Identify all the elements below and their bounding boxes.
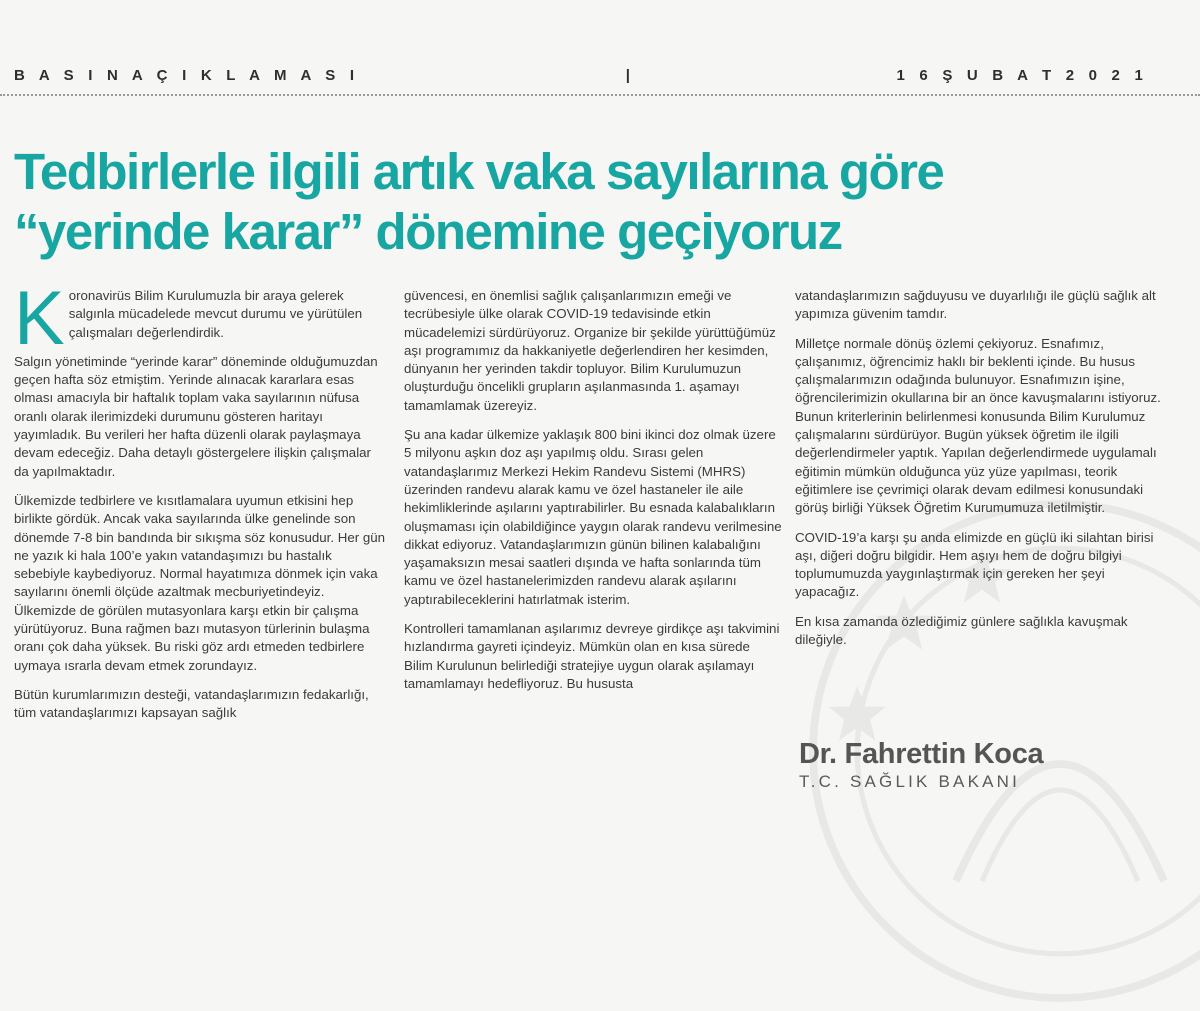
headline-line-1: Tedbirlerle ilgili artık vaka sayılarına göre — [14, 143, 944, 200]
paragraph: Salgın yönetiminde “yerinde karar” döneminde olduğumuzdan geçen hafta söz etmiştim. Yerinde alınacak kararlara esas olması amacıyla bir haftalık toplam vaka sayılarının nüfusa oranlı olarak ilerimizdeki durumunu gösteren haritayı yayımladık. Bu verileri her hafta düzenli olarak paylaşmaya devam edeceğiz. Daha detaylı göstergelere ilişkin çalışmalar da yapılmaktadır. — [14, 353, 378, 479]
article-column-3 — [795, 287, 1165, 660]
signature-title: T.C. SAĞLIK BAKANI — [799, 772, 1021, 791]
paragraph: Şu ana kadar ülkemize yaklaşık 800 bini ikinci doz olmak üzere 5 milyonu aşkın doz aşı yapılmış oldu. Sırası gelen vatandaşlarımız Merkezi Hekim Randevu Sistemi (MHRS) üzerinden randevu alarak kamu ve özel hastaneler ile aile hekimliklerinde aşılarını yaptırabilirler. Bu esnada kalabalıkların oluşmaması için olabildiğince yaygın olarak randevu verilmesine dikkat ediyoruz. Vatandaşlarımızın günün bilinen kalabalığını yaşamaksızın mesai saatleri dışında ve hafta sonlarında tüm kamu ve özel hastanelerimizden randevu alarak aşılarını yaptırabileceklerini hatırlatmak isterim. — [404, 427, 782, 607]
header-separator: | — [625, 66, 630, 84]
dropcap: K — [14, 276, 65, 361]
paragraph: En kısa zamanda özlediğimiz günlere sağlıkla kavuşmak dileğiyle. — [795, 613, 1128, 648]
article-column-1 — [14, 276, 386, 734]
press-release-header — [14, 64, 1148, 86]
header-date: 1 6 Ş U B A T 2 0 2 1 — [896, 66, 1148, 84]
paragraph: Milletçe normale dönüş özlemi çekiyoruz. Esnafımız, çalışanımız, öğrencimiz haklı bir beklenti içinde. Bu husus çalışmalarımızın odağında bulunuyor. Esnafımızın işine, öğrencilerimizin okullarına bir an önce kavuşmalarını istiyoruz. Bunun kriterlerinin belirlenmesi konusunda Bilim Kurulumuz çalışmalarını sürdürüyor. Bugün yüksek öğretim ile ilgili değerlendirmeler yaptık. Yapılan değerlendirmede uygulamalı eğitimin mümkün olduğunca yüz yüze yapılması, teorik eğitimlere ise çevrimiçi olarak devam edilmesi konusundaki görüş birliği Yüksek Öğretim Kurumumuza iletilmiştir. — [795, 335, 1161, 516]
paragraph: Bütün kurumlarımızın desteği, vatandaşlarımızın fedakarlığı, tüm vatandaşlarımızı kapsayan sağlık — [14, 686, 369, 721]
header-label: B A S I N A Ç I K L A M A S I — [14, 66, 360, 84]
article-column-2 — [404, 287, 782, 704]
paragraph: güvencesi, en önemlisi sağlık çalışanlarımızın emeği ve tecrübesiyle ülke olarak COVID-19 tedavisinde etkin mücadelemizi sürdürüyoruz. Organize bir şekilde yürüttüğümüz aşı programımız da hakkaniyetle değerlendiren her kesimden, dünyanın her yerinden takdir topluyor. Bilim Kurulumuzun oluşturduğu öncelikli grupların aşılanmasında 1. aşamayı tamamlamak üzereyiz. — [404, 288, 776, 413]
paragraph-text: oronavirüs Bilim Kurulumuzla bir araya gelerek salgınla mücadelede mevcut durumu ve yürütülen çalışmaları değerlendirdik. — [68, 288, 363, 340]
paragraph: Ülkemizde tedbirlere ve kısıtlamalara uyumun etkisini hep birlikte gördük. Ancak vaka sayılarında ülke genelinde son dönemde 7-8 bin bandında bir sıkışma söz konusudur. Her gün ne yazık ki hala 100’e yakın vatandaşımızı bu hastalık sebebiyle kaybediyoruz. Normal hayatımıza dönmek için vaka sayılarını önemli ölçüde azaltmak mecburiyetindeyiz. Ülkemizde de görülen mutasyonlara karşı etkin bir çalışma yürütüyoruz. Buna rağmen bazı mutasyon türlerinin bulaşma oranı çok daha yüksek. Bu riski göz ardı etmeden tedbirlere uymaya ısrarla devam etmek zorundayız. — [14, 492, 386, 673]
headline-line-2: “yerinde karar” dönemine geçiyoruz — [14, 203, 842, 260]
paragraph: COVID-19’a karşı şu anda elimizde en güçlü iki silahtan birisi aşı, diğeri doğru bilgidir. Hem aşıyı hem de doğru bilgiyi toplumumuzda yaygınlaştırmak için gereken her şeyi yapacağız. — [795, 529, 1154, 600]
headline — [14, 142, 1194, 262]
paragraph: vatandaşlarımızın sağduyusu ve duyarlılığı ile güçlü sağlık alt yapımıza güvenim tamdır. — [795, 288, 1156, 322]
paragraph: Kontrolleri tamamlanan aşılarımız devreye girdikçe aşı takvimini hızlandırma gayreti içindeyiz. Mümkün olan en kısa sürede Bilim Kurulunun belirlediği stratejiye uygun olarak aşılamayı tamamlamayı hedefliyoruz. Bu hususta — [404, 621, 780, 691]
paragraph — [14, 276, 386, 361]
signature-name: Dr. Fahrettin Koca — [799, 738, 1044, 770]
signature-block — [799, 738, 1043, 792]
header-divider — [0, 94, 1200, 96]
